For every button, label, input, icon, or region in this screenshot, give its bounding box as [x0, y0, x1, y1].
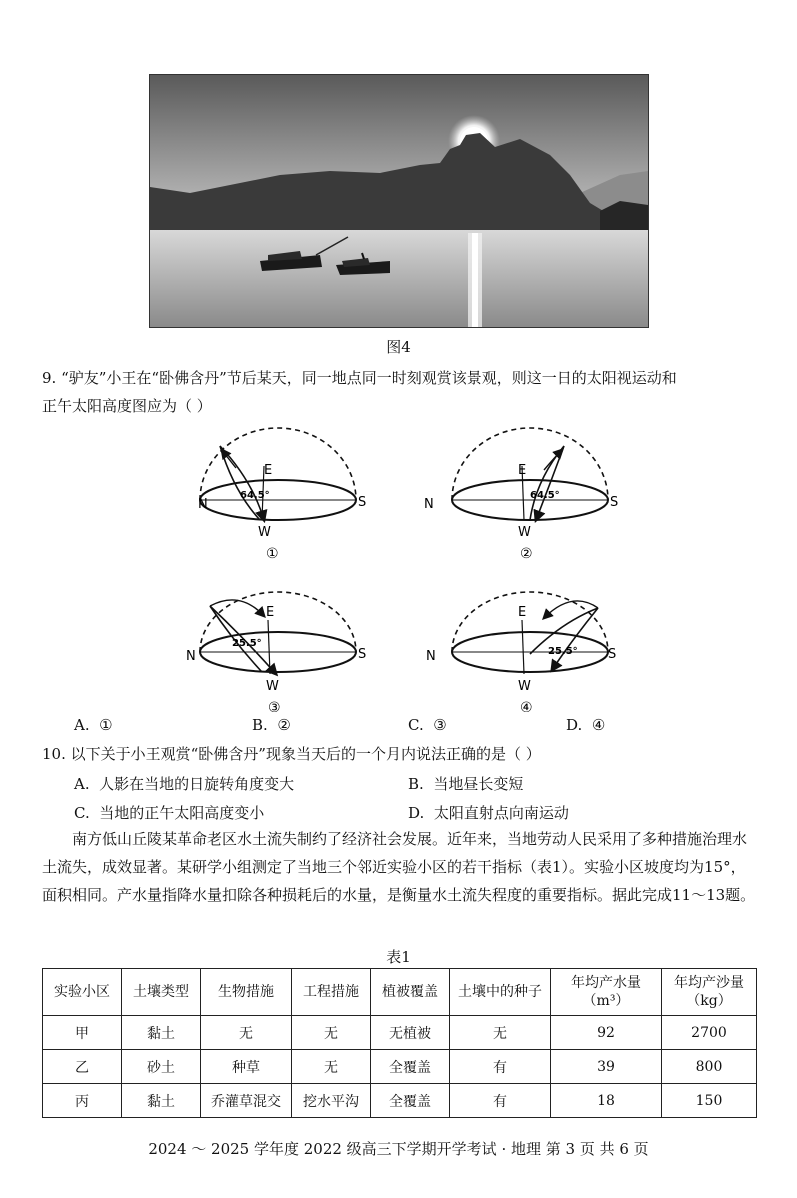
diagram-4-w: W — [518, 679, 531, 694]
figure4-photo — [149, 74, 649, 328]
diagram-3-s: S — [358, 647, 367, 662]
diagram-1-w: W — [258, 525, 271, 540]
table-header-cell: 实验小区 — [43, 969, 122, 1016]
table-cell: 无 — [292, 1016, 371, 1050]
table-cell: 150 — [662, 1084, 757, 1118]
table-header-cell: 土壤类型 — [122, 969, 201, 1016]
q9-option-c[interactable]: C. ③ — [408, 716, 447, 734]
diagram-2-s: S — [610, 495, 619, 510]
diagram-4 — [426, 592, 616, 712]
passage-text: 南方低山丘陵某革命老区水土流失制约了经济社会发展。近年来，当地劳动人民采用了多种措施治理水土流失，成效显著。某研学小组测定了当地三个邻近实验小区的若干指标（表1）。实验小区坡度均为15°，面积相同。产水量指降水量扣除各种损耗后的水量，是衡量水土流失程度的重要指标。据此完成11～13题。 — [42, 830, 756, 904]
table-header-cell: 工程措施 — [292, 969, 371, 1016]
table-cell: 有 — [450, 1050, 551, 1084]
diagram-3-n: N — [186, 649, 196, 664]
sun-path-diagrams — [180, 422, 620, 716]
diagram-4-label: ④ — [520, 700, 533, 712]
diagram-3-e: E — [266, 605, 275, 620]
diagram-2-angle: 64.5° — [530, 490, 560, 501]
figure4-caption: 图4 — [386, 338, 411, 356]
table-cell: 甲 — [43, 1016, 122, 1050]
diagram-1-label: ① — [266, 546, 279, 562]
table-cell: 全覆盖 — [371, 1050, 450, 1084]
diagram-3-w: W — [266, 679, 279, 694]
table-header-water — [551, 969, 662, 1016]
table-cell: 无 — [292, 1050, 371, 1084]
table-header-row — [43, 969, 757, 1016]
diagram-2-w: W — [518, 525, 531, 540]
diagram-1 — [198, 428, 366, 562]
diagram-4-angle: 25.5° — [548, 646, 578, 657]
diagram-4-s: S — [608, 647, 617, 662]
diagram-3-angle: 25.5° — [232, 638, 262, 649]
table-cell: 39 — [551, 1050, 662, 1084]
q10-stem: 10. 以下关于小王观赏“卧佛含丹”现象当天后的一个月内说法正确的是（ ） — [42, 745, 541, 763]
table-cell: 黏土 — [122, 1084, 201, 1118]
q9-option-b[interactable]: B. ② — [252, 716, 291, 734]
table-cell: 无 — [201, 1016, 292, 1050]
table-cell: 有 — [450, 1084, 551, 1118]
table-cell: 2700 — [662, 1016, 757, 1050]
q9-option-d[interactable]: D. ④ — [566, 716, 606, 734]
table1 — [42, 968, 757, 1118]
table-header-cell: 生物措施 — [201, 969, 292, 1016]
q10-option-c[interactable]: C. 当地的正午太阳高度变小 — [74, 804, 265, 822]
table-cell: 18 — [551, 1084, 662, 1118]
diagram-1-angle: 64.5° — [240, 490, 270, 501]
sand-head: 年均产沙量 — [674, 975, 744, 991]
table1-caption: 表1 — [386, 948, 411, 966]
question-9 — [42, 364, 762, 420]
sun-path-diagrams-svg — [180, 422, 620, 712]
table-cell: 无植被 — [371, 1016, 450, 1050]
diagram-4-e: E — [518, 605, 527, 620]
diagram-1-e: E — [264, 463, 273, 478]
table-row — [43, 1050, 757, 1084]
q10-option-a[interactable]: A. 人影在当地的日旋转角度变大 — [74, 775, 295, 793]
table-cell: 丙 — [43, 1084, 122, 1118]
table-cell: 种草 — [201, 1050, 292, 1084]
q10-option-d[interactable]: D. 太阳直射点向南运动 — [408, 804, 569, 822]
table-cell: 乔灌草混交 — [201, 1084, 292, 1118]
table-cell: 92 — [551, 1016, 662, 1050]
diagram-1-n: N — [198, 497, 208, 512]
q9-stem-line1: 9. “驴友”小王在“卧佛含丹”节后某天，同一地点同一时刻观赏该景观，则这一日的太阳视运动和 — [42, 369, 677, 387]
diagram-1-s: S — [358, 495, 367, 510]
table-header-cell: 土壤中的种子 — [450, 969, 551, 1016]
table-cell: 800 — [662, 1050, 757, 1084]
diagram-2 — [424, 428, 618, 562]
table-row — [43, 1084, 757, 1118]
diagram-3-label: ③ — [268, 700, 281, 712]
table-cell: 乙 — [43, 1050, 122, 1084]
diagram-2-label: ② — [520, 546, 533, 562]
diagram-2-n: N — [424, 497, 434, 512]
diagram-2-e: E — [518, 463, 527, 478]
table-cell: 砂土 — [122, 1050, 201, 1084]
sunset-landscape-image — [150, 75, 648, 327]
table-cell: 黏土 — [122, 1016, 201, 1050]
page-footer: 2024 ～ 2025 学年度 2022 级高三下学期开学考试 · 地理 第 3 页 共 6 页 — [148, 1140, 649, 1158]
q9-option-a[interactable]: A. ① — [74, 716, 113, 734]
diagram-4-n: N — [426, 649, 436, 664]
table-header-cell: 植被覆盖 — [371, 969, 450, 1016]
water-unit: （m³） — [582, 993, 630, 1009]
diagram-3 — [186, 592, 366, 712]
sand-unit: （kg） — [686, 993, 732, 1009]
q9-stem-line2: 正午太阳高度图应为（ ） — [42, 397, 212, 415]
table-header-sand — [662, 969, 757, 1016]
water-head: 年均产水量 — [571, 975, 641, 991]
q10-option-b[interactable]: B. 当地昼长变短 — [408, 775, 524, 793]
table-cell: 挖水平沟 — [292, 1084, 371, 1118]
table-cell: 无 — [450, 1016, 551, 1050]
table-cell: 全覆盖 — [371, 1084, 450, 1118]
table-row — [43, 1016, 757, 1050]
